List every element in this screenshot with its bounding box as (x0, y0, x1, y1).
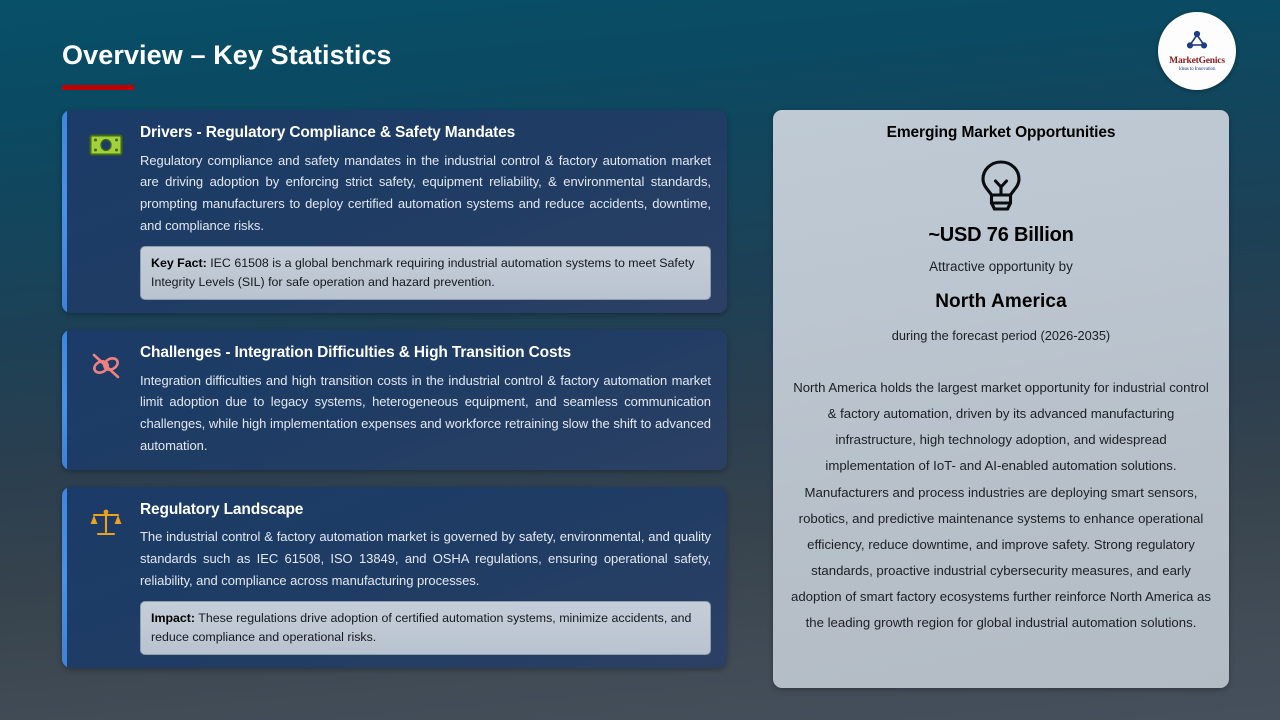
company-logo (1158, 12, 1236, 90)
card-note-impact (140, 601, 711, 655)
card-title: Challenges - Integration Difficulties & High Transition Costs (140, 344, 571, 362)
balance-scales-icon (86, 503, 126, 543)
card-drivers[interactable] (62, 110, 727, 313)
title-underline-accent (62, 85, 134, 90)
card-body-text: Integration difficulties and high transition costs in the industrial control & factory automation market limit adoption due to legacy systems, heterogeneous equipment, and seamless communication challenges, while high implementation expenses and workforce retraining slow the shift to advanced automation. (140, 372, 711, 453)
logo-brand-name: MarketGenics (1169, 55, 1225, 66)
opportunity-subtitle: Attractive opportunity by (929, 259, 1073, 274)
panel-title: Emerging Market Opportunities (886, 124, 1116, 141)
card-challenges[interactable] (62, 330, 727, 469)
note-label: Impact: (151, 611, 196, 626)
note-text: IEC 61508 is a global benchmark requiring industrial automation systems to meet Safety Integrity Levels (SIL) for safe operation and hazard prevention. (151, 256, 695, 289)
lightbulb-icon (789, 158, 1213, 214)
broken-link-icon (86, 346, 126, 386)
leading-region: North America (935, 291, 1067, 312)
emerging-market-opportunities-panel (773, 110, 1229, 688)
card-body-text: Regulatory compliance and safety mandates in the industrial control & factory automation market are driving adoption by enforcing strict safety, equipment reliability, & environmental standards, prompting manufacturers to deploy certified automation systems and reduce accidents, downtime, and compliance risks. (140, 152, 711, 233)
market-value: ~USD 76 Billion (928, 224, 1074, 246)
card-regulatory-landscape[interactable] (62, 487, 727, 668)
forecast-period: during the forecast period (2026-2035) (891, 328, 1111, 343)
note-text: These regulations drive adoption of certified automation systems, minimize accidents, and reduce compliance and operational risks. (151, 611, 692, 644)
card-accent-bar (62, 487, 67, 668)
card-accent-bar (62, 110, 67, 313)
money-banknote-icon (86, 126, 126, 166)
page-title: Overview – Key Statistics (62, 40, 392, 70)
card-note-key-fact (140, 246, 711, 300)
note-label: Key Fact: (151, 256, 207, 271)
panel-description: North America holds the largest market opportunity for industrial control & factory automation, driven by its advanced manufacturing infrastructure, high technology adoption, and widespread implementation of IoT- and AI-enabled automation solutions. Manufacturers and process industries are deploying smart sensors, robotics, and predictive maintenance systems to enhance operational efficiency, reduce downtime, and improve safety. Strong regulatory standards, proactive industrial cybersecurity measures, and early adoption of smart factory ecosystems further reinforce North America as the leading growth region for global industrial automation solutions. (791, 380, 1211, 631)
key-statistics-card-list (62, 110, 727, 688)
card-body-text: The industrial control & factory automation market is governed by safety, environmental, and quality standards such as IEC 61508, ISO 13849, and OSHA regulations, ensuring operational safety, reliability, and compliance across manufacturing processes. (140, 529, 711, 588)
card-accent-bar (62, 330, 67, 469)
card-title: Drivers - Regulatory Compliance & Safety Mandates (140, 124, 516, 141)
card-title: Regulatory Landscape (140, 500, 304, 518)
logo-tagline: Ideas to Innovation (1178, 67, 1216, 72)
network-node-logo-icon (1184, 29, 1210, 56)
